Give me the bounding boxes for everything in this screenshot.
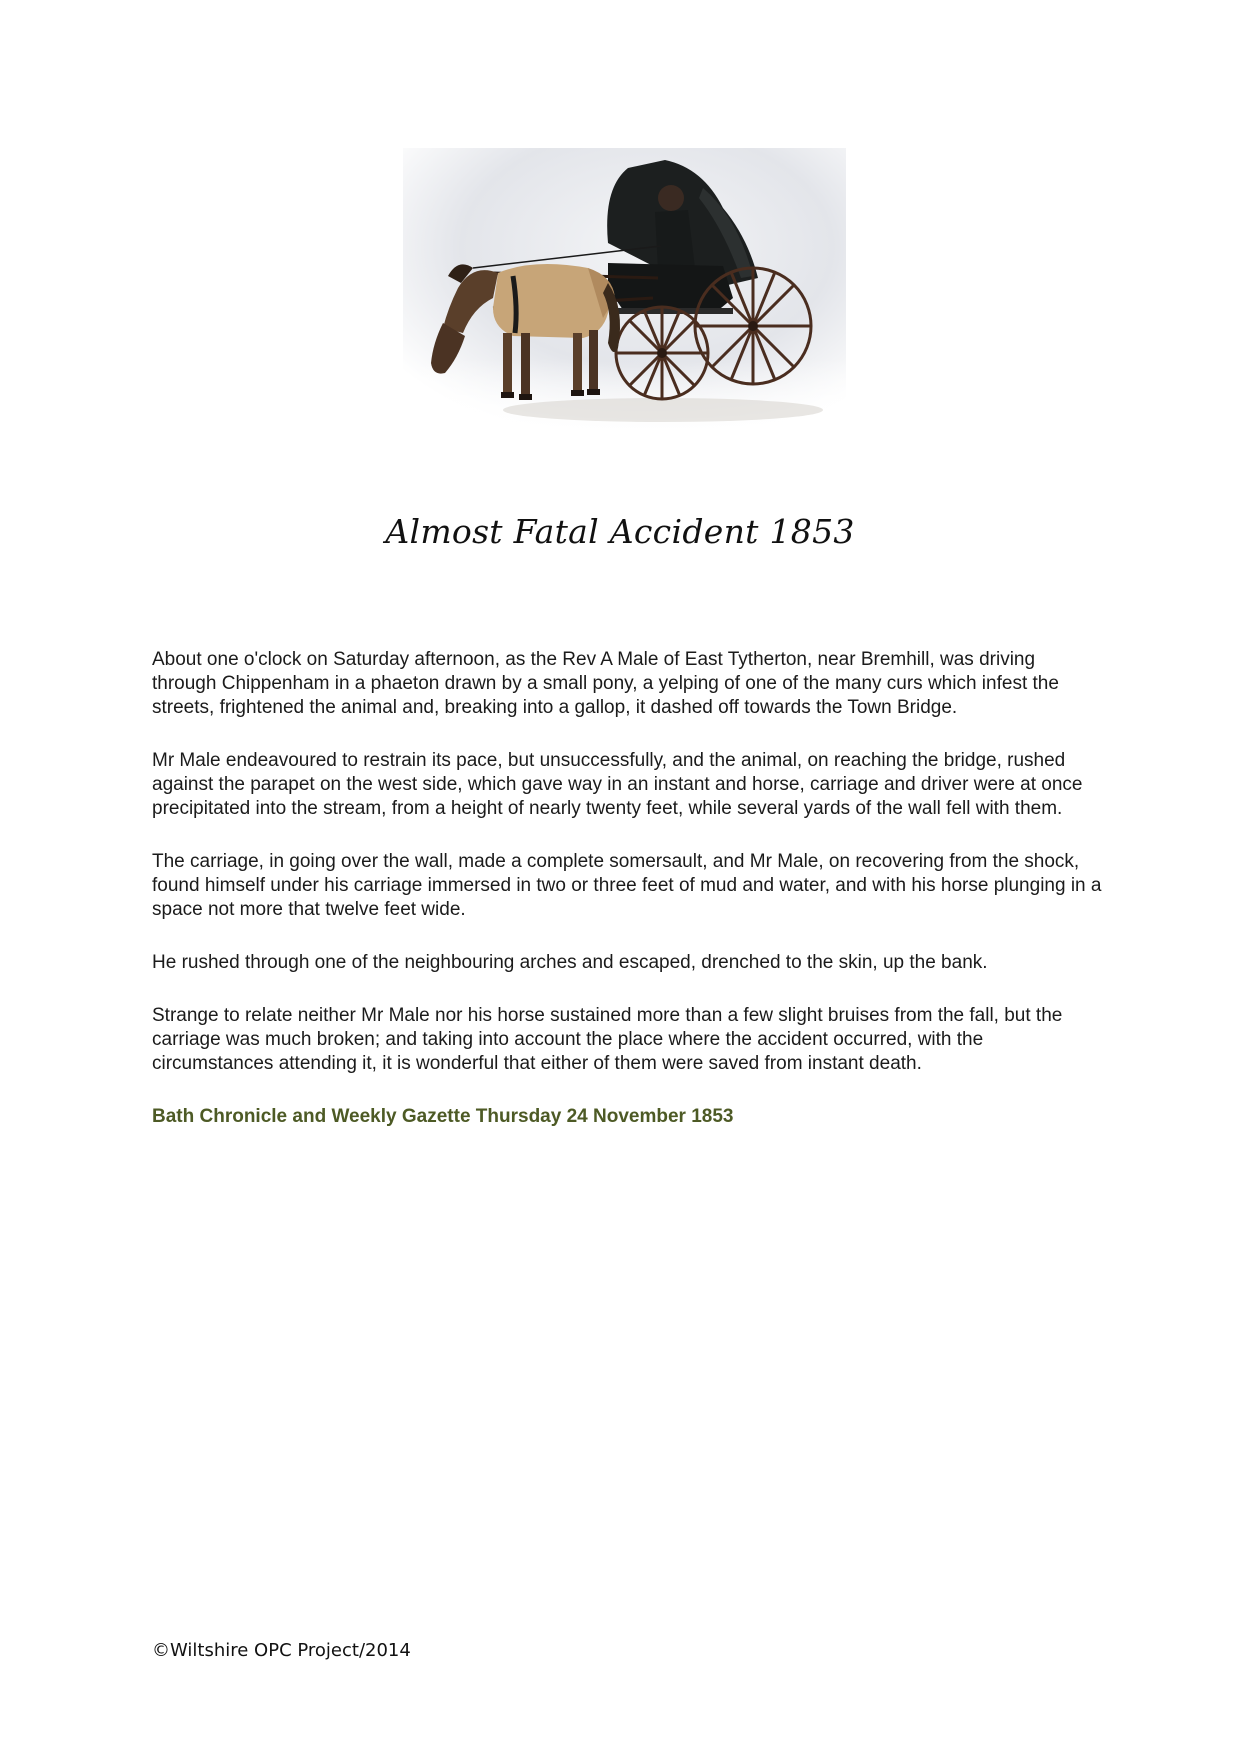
paragraph: Strange to relate neither Mr Male nor his horse sustained more than a few slight bruises from the fall, but the carriage was much broken; and taking into account the place where the accident occurred, with the circumstances attending it, it is wonderful that either of them were saved from instant death.: [152, 1005, 1063, 1074]
source-citation: Bath Chronicle and Weekly Gazette Thursday 24 November 1853: [152, 1106, 734, 1127]
phaeton-photo: [403, 148, 846, 432]
article-body: [152, 648, 1102, 1158]
copyright-footer: ©Wiltshire OPC Project/2014: [152, 1640, 411, 1661]
article-title: Almost Fatal Accident 1853: [385, 512, 855, 551]
paragraph: The carriage, in going over the wall, made a complete somersault, and Mr Male, on recovering from the shock, found himself under his carriage immersed in two or three feet of mud and water, and with his horse plunging in a space not more that twelve feet wide.: [152, 851, 1102, 920]
paragraph: Mr Male endeavoured to restrain its pace, but unsuccessfully, and the animal, on reaching the bridge, rushed against the parapet on the west side, which gave way in an instant and horse, carriage and driver were at once precipitated into the stream, from a height of nearly twenty feet, while several yards of the wall fell with them.: [152, 750, 1083, 819]
paragraph: He rushed through one of the neighbouring arches and escaped, drenched to the skin, up the bank.: [152, 952, 988, 973]
paragraph: About one o'clock on Saturday afternoon, as the Rev A Male of East Tytherton, near Bremhill, was driving through Chippenham in a phaeton drawn by a small pony, a yelping of one of the many curs which infest the streets, frightened the animal and, breaking into a gallop, it dashed off towards the Town Bridge.: [152, 649, 1059, 718]
